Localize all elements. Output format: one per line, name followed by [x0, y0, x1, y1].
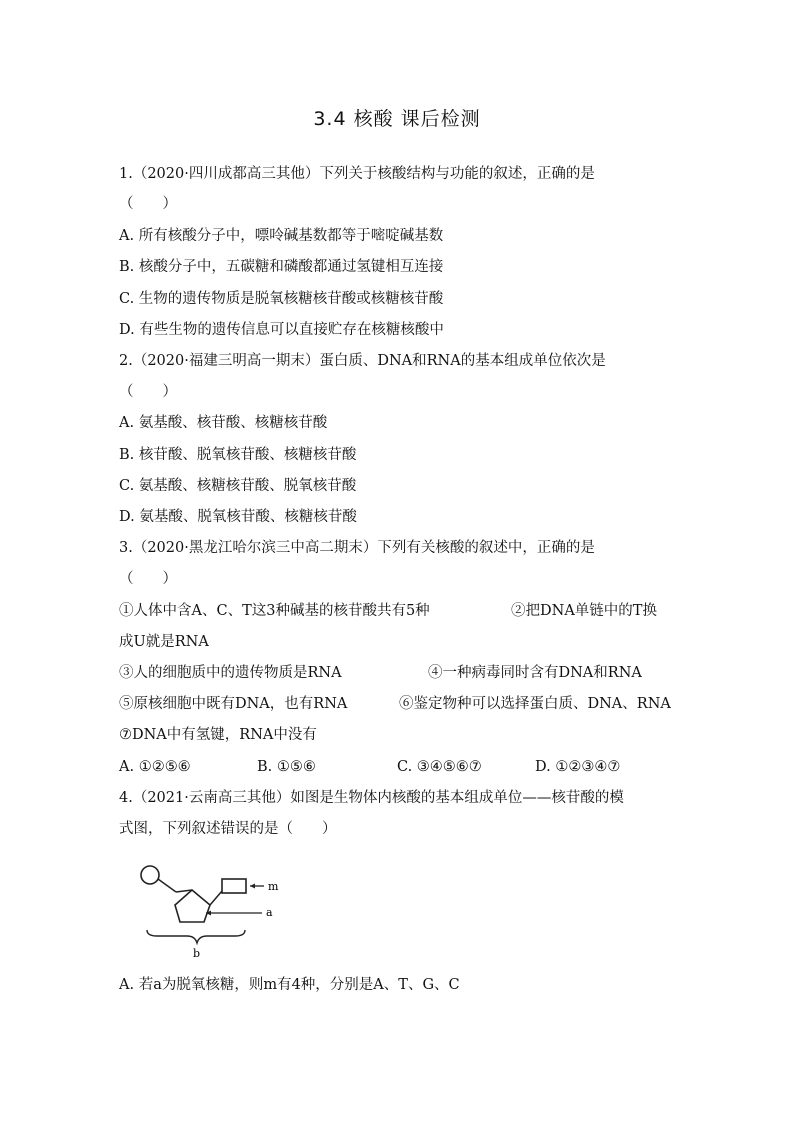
q3-statement-2-cont: 成U就是RNA [119, 634, 209, 650]
q3-statement-1: ①人体中含A、C、T这3种碱基的核苷酸共有5种 [119, 603, 430, 619]
q2-stem: 2.（2020·福建三明高一期末）蛋白质、DNA和RNA的基本组成单位依次是 [119, 353, 606, 369]
q3-statement-3: ③人的细胞质中的遗传物质是RNA [119, 665, 342, 681]
label-b: b [193, 947, 201, 960]
label-m: m [268, 880, 279, 893]
q2-option-c: C. 氨基酸、核糖核苷酸、脱氧核苷酸 [119, 478, 357, 494]
q3-option-d: D. ①②③④⑦ [535, 759, 621, 775]
q2-option-b: B. 核苷酸、脱氧核苷酸、核糖核苷酸 [119, 447, 357, 463]
q1-stem: 1.（2020·四川成都高三其他）下列关于核酸结构与功能的叙述，正确的是 [119, 166, 595, 182]
q3-statement-2: ②把DNA单链中的T换 [511, 603, 657, 619]
brace-b [147, 930, 245, 943]
q4-stem-line1: 4.（2021·云南高三其他）如图是生物体内核酸的基本组成单位——核苷酸的模 [119, 790, 624, 806]
q3-answer-blank: （ ） [119, 571, 177, 587]
q1-answer-blank: （ ） [119, 196, 177, 212]
label-a: a [266, 906, 273, 919]
nucleotide-diagram [135, 860, 295, 965]
q3-statement-6: ⑥鉴定物种可以选择蛋白质、DNA、RNA [399, 696, 671, 712]
phosphate-sugar-bond [158, 879, 176, 892]
q3-option-c: C. ③④⑤⑥⑦ [397, 759, 482, 775]
q2-option-a: A. 氨基酸、核苷酸、核糖核苷酸 [119, 415, 328, 431]
q3-statement-4: ④一种病毒同时含有DNA和RNA [428, 665, 642, 681]
q1-option-d: D. 有些生物的遗传信息可以直接贮存在核糖核酸中 [119, 322, 444, 338]
q4-stem-line2: 式图，下列叙述错误的是（ ） [119, 821, 337, 837]
q2-option-d: D. 氨基酸、脱氧核苷酸、核糖核苷酸 [119, 509, 357, 525]
page-title: 3.4 核酸 课后检测 [313, 108, 481, 130]
q1-option-c: C. 生物的遗传物质是脱氧核糖核苷酸或核糖核苷酸 [119, 291, 444, 307]
q3-stem: 3.（2020·黑龙江哈尔滨三中高二期末）下列有关核酸的叙述中，正确的是 [119, 540, 595, 556]
q1-option-b: B. 核酸分子中，五碳糖和磷酸都通过氢键相互连接 [119, 259, 444, 275]
base-group-shape [222, 879, 246, 893]
q3-statement-7: ⑦DNA中有氢键，RNA中没有 [119, 727, 317, 743]
phosphate-group-shape [141, 866, 159, 884]
q3-option-b: B. ①⑤⑥ [257, 759, 316, 775]
q3-statement-5: ⑤原核细胞中既有DNA，也有RNA [119, 696, 348, 712]
pentose-sugar-shape [175, 890, 210, 922]
m-arrowhead [250, 884, 255, 889]
q4-option-a: A. 若a为脱氧核糖，则m有4种，分别是A、T、G、C [119, 977, 460, 993]
q2-answer-blank: （ ） [119, 384, 177, 400]
q3-option-a: A. ①②⑤⑥ [119, 759, 191, 775]
sugar-base-bond [210, 891, 222, 905]
q1-option-a: A. 所有核酸分子中，嘌呤碱基数都等于嘧啶碱基数 [119, 228, 444, 244]
